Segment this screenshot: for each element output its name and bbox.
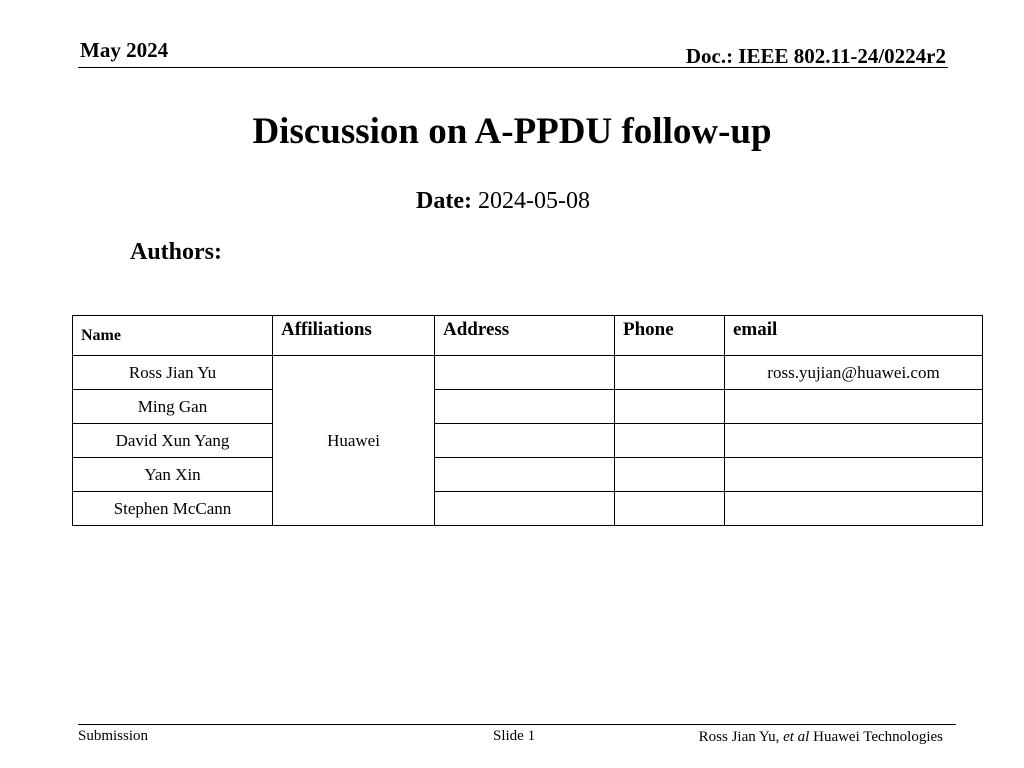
header-date: May 2024 — [80, 38, 169, 62]
author-email — [725, 492, 983, 526]
authors-label: Authors: — [130, 239, 223, 265]
author-phone — [615, 356, 725, 390]
footer-slide-number: Slide 1 — [493, 728, 536, 744]
author-phone — [615, 492, 725, 526]
author-affiliation: Huawei — [273, 356, 435, 526]
author-address — [435, 356, 615, 390]
author-name: Ming Gan — [73, 390, 273, 424]
header-doc-id: Doc.: IEEE 802.11-24/0224r2 — [685, 44, 946, 68]
author-address — [435, 492, 615, 526]
date-label: Date: — [416, 188, 472, 214]
header-email: email — [725, 316, 983, 356]
table-row — [73, 458, 983, 492]
author-phone — [615, 390, 725, 424]
slide-title: Discussion on A-PPDU follow-up — [252, 111, 772, 152]
author-phone — [615, 424, 725, 458]
author-address — [435, 458, 615, 492]
author-email: ross.yujian@huawei.com — [725, 356, 983, 390]
author-address — [435, 390, 615, 424]
author-name: Ross Jian Yu — [73, 356, 273, 390]
footer-submission: Submission — [78, 728, 149, 744]
header-address: Address — [435, 316, 615, 356]
footer-divider — [78, 724, 956, 725]
table-row — [73, 492, 983, 526]
author-email — [725, 458, 983, 492]
author-email — [725, 390, 983, 424]
table-row — [73, 356, 983, 390]
author-name: Yan Xin — [73, 458, 273, 492]
date-value: 2024-05-08 — [477, 188, 590, 214]
header-affiliations: Affiliations — [273, 316, 435, 356]
footer-et-al: et al — [783, 729, 810, 745]
header-name: Name — [73, 316, 273, 356]
header-phone: Phone — [615, 316, 725, 356]
footer-author — [699, 729, 943, 746]
table-row — [73, 390, 983, 424]
author-email — [725, 424, 983, 458]
footer-author-name: Ross Jian Yu, — [698, 729, 784, 745]
author-name: David Xun Yang — [73, 424, 273, 458]
author-address — [435, 424, 615, 458]
date-line — [0, 188, 1006, 215]
author-name: Stephen McCann — [73, 492, 273, 526]
header-divider — [78, 67, 948, 68]
table-header-row — [73, 316, 983, 356]
author-phone — [615, 458, 725, 492]
footer-org: Huawei Technologies — [809, 729, 943, 745]
authors-table — [72, 315, 983, 526]
table-row — [73, 424, 983, 458]
